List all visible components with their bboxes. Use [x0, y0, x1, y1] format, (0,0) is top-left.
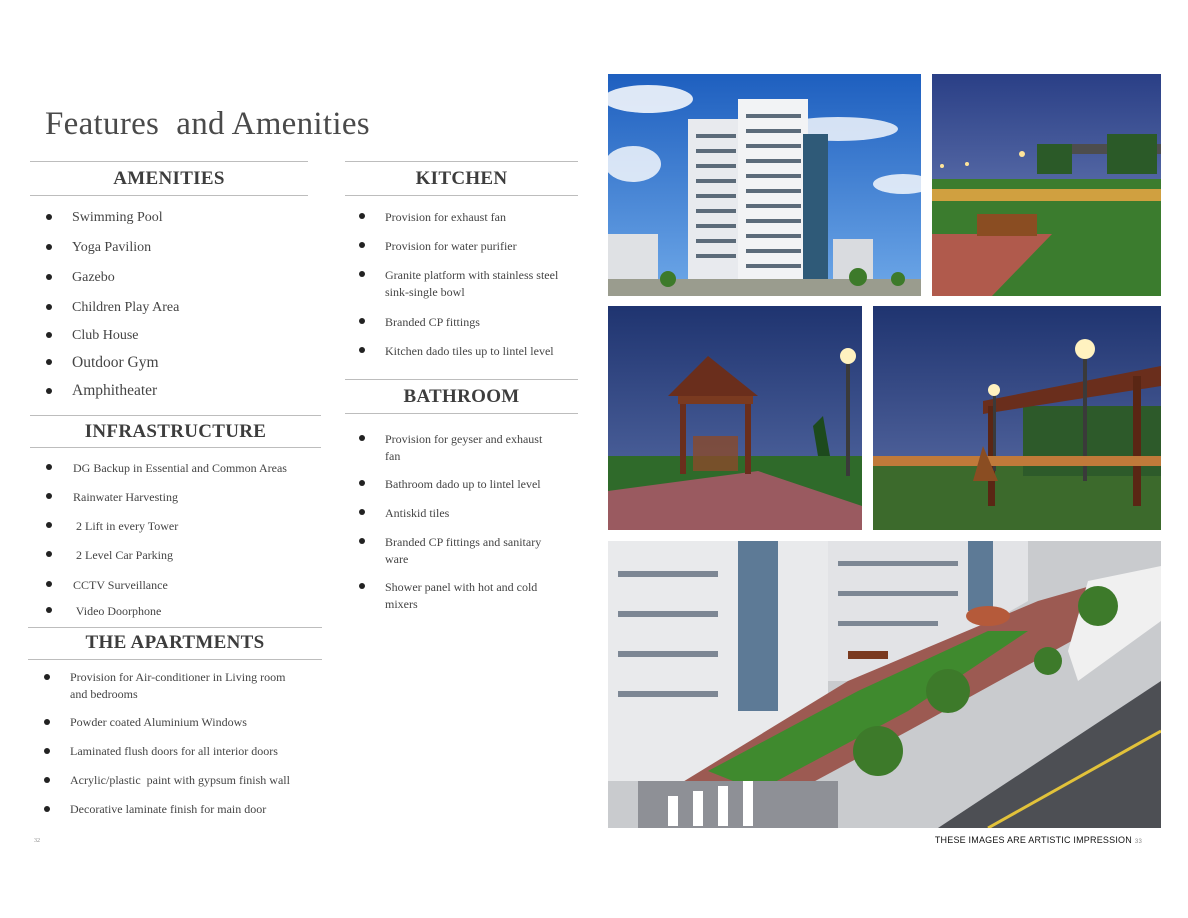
list-item: Acrylic/plastic paint with gypsum finish wall — [70, 773, 290, 787]
bullet-icon — [46, 274, 52, 280]
list-item: DG Backup in Essential and Common Areas — [73, 461, 287, 475]
list-item: Shower panel with hot and cold mixers — [385, 580, 538, 611]
infrastructure-heading: INFRASTRUCTURE — [84, 421, 267, 442]
bullet-icon — [44, 806, 50, 812]
bullet-icon — [359, 435, 365, 441]
kitchen-heading: KITCHEN — [415, 168, 508, 189]
divider — [30, 447, 321, 448]
list-item: Branded CP fittings and sanitary ware — [385, 535, 542, 566]
bullet-icon — [359, 271, 365, 277]
bullet-icon — [359, 213, 365, 219]
list-item: Decorative laminate finish for main door — [70, 802, 267, 816]
bullet-icon — [46, 244, 52, 250]
divider — [28, 627, 322, 628]
list-item: Kitchen dado tiles up to lintel level — [385, 344, 554, 358]
bullet-icon — [46, 359, 52, 365]
list-item: CCTV Surveillance — [73, 578, 168, 592]
list-item: Gazebo — [72, 270, 115, 285]
disclaimer-text — [935, 835, 1142, 845]
page-number-right: 33 — [1134, 839, 1142, 845]
list-item: Outdoor Gym — [72, 354, 159, 371]
divider — [30, 415, 321, 416]
apartments-heading: THE APARTMENTS — [85, 632, 265, 653]
list-item: Provision for water purifier — [385, 239, 517, 253]
bullet-icon — [46, 388, 52, 394]
page-title: Features and Amenities — [45, 106, 370, 142]
divider — [30, 195, 308, 196]
bullet-icon — [44, 777, 50, 783]
list-item: Branded CP fittings — [385, 315, 480, 329]
bullet-icon — [359, 509, 365, 515]
divider — [345, 161, 578, 162]
bullet-icon — [46, 581, 52, 587]
bullet-icon — [359, 242, 365, 248]
list-item: Granite platform with stainless steel sink-single bowl — [385, 268, 559, 299]
divider — [28, 659, 322, 660]
tower-exterior-photo — [608, 74, 921, 296]
list-item: Rainwater Harvesting — [73, 490, 178, 504]
aerial-podium-photo — [608, 541, 1161, 828]
list-item: Amphitheater — [72, 382, 158, 399]
bullet-icon — [359, 347, 365, 353]
disclaimer-label: THESE IMAGES ARE ARTISTIC IMPRESSION — [934, 835, 1132, 845]
bullet-icon — [46, 607, 52, 613]
bullet-icon — [359, 318, 365, 324]
bullet-icon — [44, 674, 50, 680]
list-item: Laminated flush doors for all interior doors — [70, 744, 278, 758]
list-item: Provision for Air-conditioner in Living room and bedrooms — [70, 670, 286, 701]
list-item: Provision for geyser and exhaust fan — [385, 432, 543, 463]
gazebo-night-photo — [608, 306, 862, 530]
bullet-icon — [359, 583, 365, 589]
pergola-night-photo — [873, 306, 1161, 530]
bullet-icon — [359, 538, 365, 544]
amenities-heading: AMENITIES — [113, 168, 225, 189]
bullet-icon — [46, 493, 52, 499]
divider — [345, 195, 578, 196]
bullet-icon — [46, 551, 52, 557]
list-item: Antiskid tiles — [385, 506, 450, 520]
bullet-icon — [46, 464, 52, 470]
list-item: Video Doorphone — [73, 604, 162, 618]
page-number-left: 32 — [34, 838, 40, 844]
list-item: Children Play Area — [72, 300, 180, 315]
bullet-icon — [46, 304, 52, 310]
list-item: 2 Lift in every Tower — [73, 519, 179, 533]
list-item: Powder coated Aluminium Windows — [70, 715, 247, 729]
bullet-icon — [46, 214, 52, 220]
list-item: Provision for exhaust fan — [385, 210, 506, 224]
bullet-icon — [46, 522, 52, 528]
divider — [345, 379, 578, 380]
list-item: Yoga Pavilion — [72, 240, 152, 255]
rooftop-garden-photo — [932, 74, 1161, 296]
list-item: Club House — [72, 328, 139, 343]
list-item: 2 Level Car Parking — [73, 548, 173, 562]
bullet-icon — [46, 332, 52, 338]
divider — [345, 413, 578, 414]
bullet-icon — [359, 480, 365, 486]
bullet-icon — [44, 719, 50, 725]
bathroom-heading: BATHROOM — [403, 386, 520, 407]
bullet-icon — [44, 748, 50, 754]
list-item: Bathroom dado up to lintel level — [385, 477, 541, 491]
divider — [30, 161, 308, 162]
list-item: Swimming Pool — [72, 210, 163, 225]
